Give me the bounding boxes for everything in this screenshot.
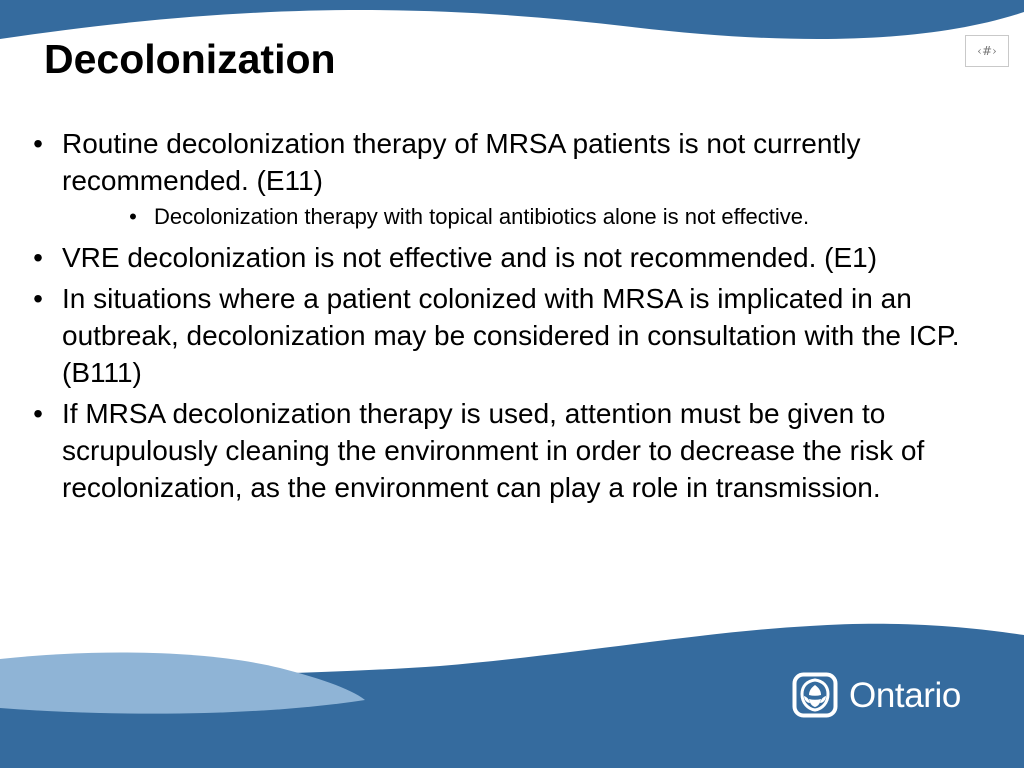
slide-number-text: ‹#› — [977, 44, 997, 58]
slide-content — [28, 125, 973, 510]
bullet-item-vre-decolonization — [28, 239, 973, 276]
sub-bullet-marker: • — [129, 204, 137, 229]
slide-number-placeholder — [965, 35, 1009, 67]
top-wave-shape — [0, 0, 1024, 39]
bullet-marker: • — [33, 242, 43, 273]
ontario-trillium-icon — [792, 672, 838, 718]
ontario-logo-text: Ontario — [849, 676, 961, 715]
bullet-text: In situations where a patient colonized with MRSA is implicated in an outbreak, decolonization may be considered in consultation with the ICP. (B111) — [62, 283, 960, 388]
bullet-marker: • — [33, 128, 43, 159]
bullet-item-environment-cleaning — [28, 395, 973, 506]
bullet-item-routine-decolonization — [28, 125, 973, 199]
bullet-text: VRE decolonization is not effective and is not recommended. (E1) — [62, 242, 878, 273]
bottom-light-wave-shape — [0, 653, 365, 714]
bullet-text: If MRSA decolonization therapy is used, attention must be given to scrupulously cleaning the environment in order to decrease the risk of recolonization, as the environment can play a role in transmission. — [62, 398, 925, 503]
slide-title: Decolonization — [44, 36, 336, 82]
bullet-text: Routine decolonization therapy of MRSA patients is not currently recommended. (E11) — [62, 128, 861, 196]
bullet-marker: • — [33, 283, 43, 314]
bullet-marker: • — [33, 398, 43, 429]
bullet-item-outbreak-consultation — [28, 280, 973, 391]
ontario-logo — [792, 672, 982, 722]
sub-bullet-topical-antibiotics — [126, 203, 973, 231]
sub-bullet-text: Decolonization therapy with topical antibiotics alone is not effective. — [154, 204, 810, 229]
